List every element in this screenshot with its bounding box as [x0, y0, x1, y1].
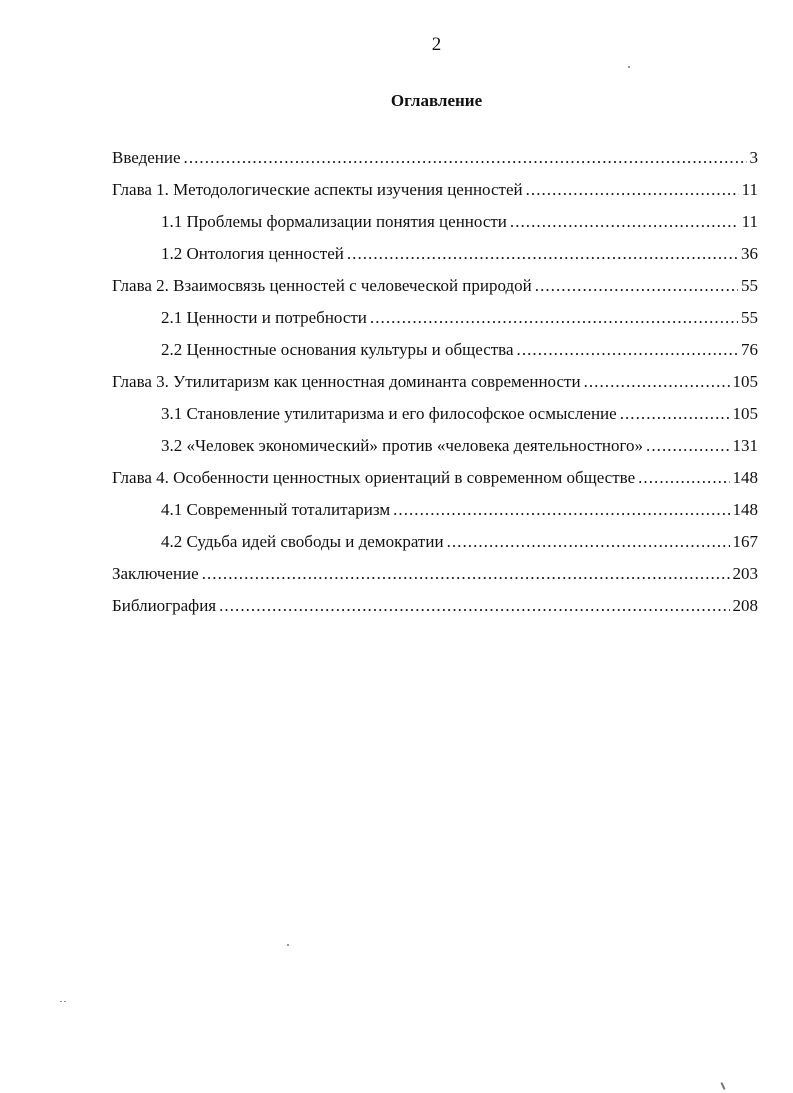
toc-entry-label: 3.1 Становление утилитаризма и его философское осмысление [161, 404, 617, 423]
toc-entry-section-2-1 [112, 308, 758, 340]
dot-leader [347, 244, 738, 264]
toc-entry-bibliography [112, 596, 758, 628]
table-of-contents [112, 148, 758, 628]
dot-leader [646, 436, 729, 456]
scan-speck [60, 1001, 62, 1002]
dot-leader [526, 180, 739, 200]
dot-leader [393, 500, 729, 520]
toc-entry-section-3-1 [112, 404, 758, 436]
dot-leader [184, 148, 747, 168]
toc-entry-page: 167 [732, 532, 758, 551]
toc-entry-label: 2.2 Ценностные основания культуры и общества [161, 340, 514, 359]
toc-entry-label: Заключение [112, 564, 199, 583]
dot-leader [447, 532, 730, 552]
toc-entry-page: 11 [741, 212, 758, 231]
toc-entry-section-1-1 [112, 212, 758, 244]
dot-leader [219, 596, 729, 616]
toc-entry-page: 3 [749, 148, 758, 167]
toc-entry-conclusion [112, 564, 758, 596]
scan-speck [628, 66, 630, 68]
toc-entry-page: 203 [732, 564, 758, 583]
dot-leader [510, 212, 739, 232]
toc-entry-chapter-4 [112, 468, 758, 500]
toc-entry-label: 1.2 Онтология ценностей [161, 244, 344, 263]
toc-entry-page: 208 [732, 596, 758, 615]
toc-entry-section-3-2 [112, 436, 758, 468]
toc-entry-section-1-2 [112, 244, 758, 276]
toc-entry-page: 76 [741, 340, 758, 359]
toc-entry-page: 55 [741, 276, 758, 295]
toc-entry-section-4-1 [112, 500, 758, 532]
toc-entry-chapter-1 [112, 180, 758, 212]
toc-entry-page: 55 [741, 308, 758, 327]
toc-entry-page: 105 [732, 404, 758, 423]
page-number: 2 [431, 34, 442, 55]
toc-entry-label: 4.1 Современный тоталитаризм [161, 500, 391, 519]
toc-entry-label: Глава 3. Утилитаризм как ценностная доминанта современности [112, 372, 581, 391]
scan-speck [720, 1082, 725, 1090]
toc-entry-page: 131 [732, 436, 758, 455]
dot-leader [535, 276, 738, 296]
toc-entry-label: Библиография [112, 596, 217, 615]
toc-entry-introduction [112, 148, 758, 180]
scan-speck [64, 1001, 66, 1002]
dot-leader [517, 340, 738, 360]
toc-entry-label: 1.1 Проблемы формализации понятия ценности [161, 212, 507, 231]
toc-entry-section-2-2 [112, 340, 758, 372]
toc-entry-page: 11 [741, 180, 758, 199]
scan-speck [287, 944, 289, 946]
toc-entry-label: Глава 2. Взаимосвязь ценностей с человеческой природой [112, 276, 532, 295]
toc-entry-label: Введение [112, 148, 181, 167]
toc-entry-label: 4.2 Судьба идей свободы и демократии [161, 532, 444, 551]
toc-entry-page: 148 [732, 468, 758, 487]
toc-entry-chapter-3 [112, 372, 758, 404]
dot-leader [370, 308, 738, 328]
dot-leader [202, 564, 730, 584]
toc-entry-label: Глава 4. Особенности ценностных ориентаций в современном обществе [112, 468, 636, 487]
toc-entry-page: 36 [741, 244, 758, 263]
toc-entry-label: 3.2 «Человек экономический» против «человека деятельностного» [161, 436, 644, 455]
dot-leader [638, 468, 729, 488]
dot-leader [584, 372, 730, 392]
toc-entry-page: 105 [732, 372, 758, 391]
dot-leader [620, 404, 730, 424]
toc-entry-label: Глава 1. Методологические аспекты изучения ценностей [112, 180, 523, 199]
toc-entry-page: 148 [732, 500, 758, 519]
toc-entry-section-4-2 [112, 532, 758, 564]
toc-entry-label: 2.1 Ценности и потребности [161, 308, 367, 327]
toc-title: Оглавление [390, 91, 483, 110]
toc-entry-chapter-2 [112, 276, 758, 308]
